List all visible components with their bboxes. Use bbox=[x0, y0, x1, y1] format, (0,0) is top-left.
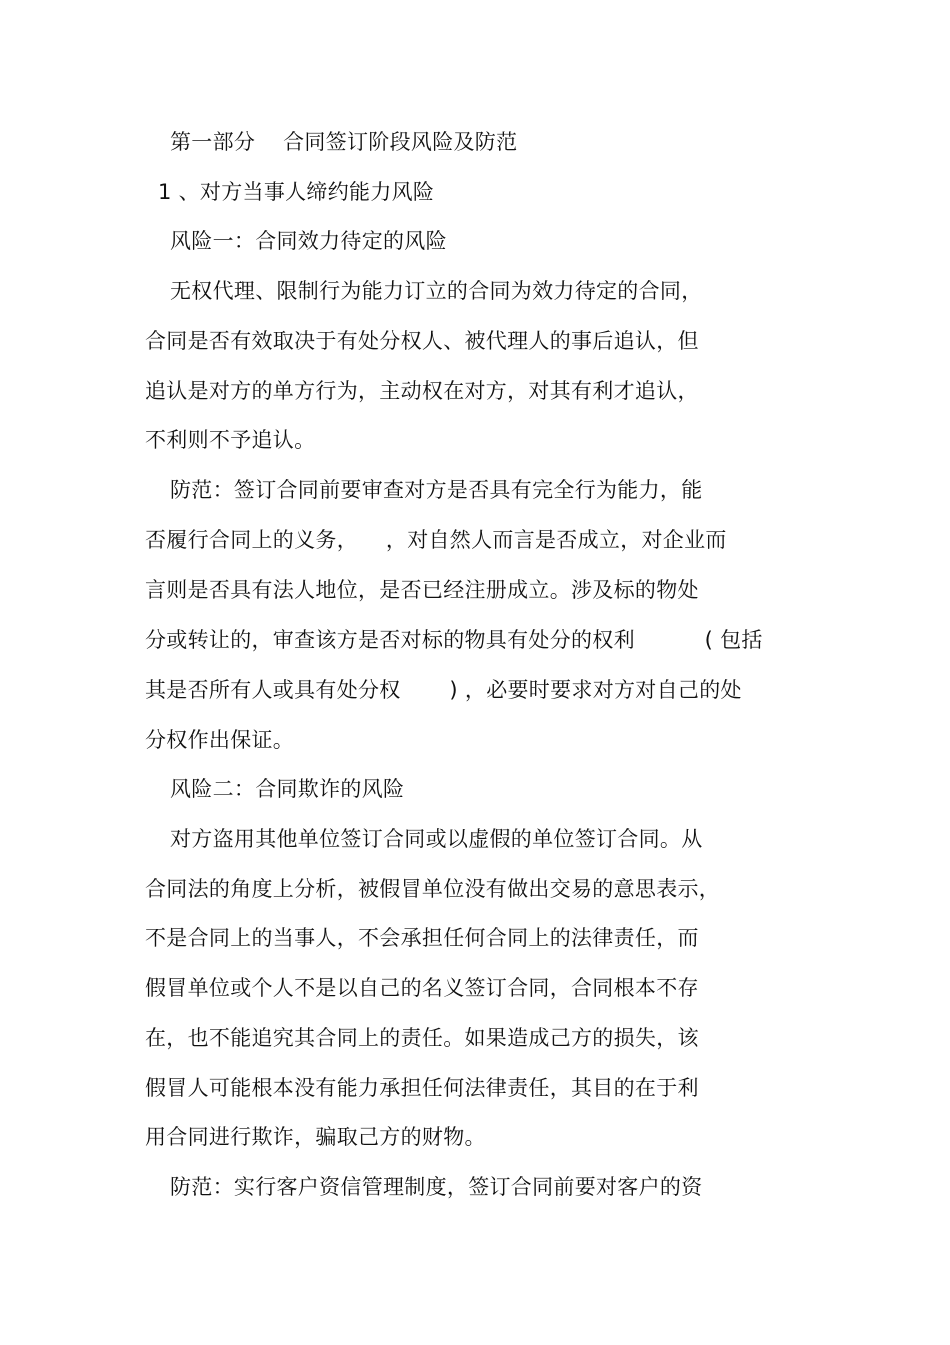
risk-heading-1: 风险一：合同效力待定的风险 bbox=[170, 229, 447, 253]
paragraph-line: 追认是对方的单方行为，主动权在对方，对其有利才追认， bbox=[145, 379, 699, 403]
paragraph-line: 合同是否有效取决于有处分权人、被代理人的事后追认，但 bbox=[145, 329, 699, 353]
paragraph-line: 不是合同上的当事人，不会承担任何合同上的法律责任，而 bbox=[145, 926, 699, 950]
section-heading: 第一部分 合同签订阶段风险及防范 bbox=[170, 130, 518, 154]
paragraph-line: 在，也不能追究其合同上的责任。如果造成己方的损失，该 bbox=[145, 1026, 699, 1050]
paragraph-line: 言则是否具有法人地位，是否已经注册成立。涉及标的物处 bbox=[145, 578, 699, 602]
paragraph-line: 防范：实行客户资信管理制度，签订合同前要对客户的资 bbox=[170, 1175, 703, 1199]
paragraph-line: 否履行合同上的义务， ，对自然人而言是否成立，对企业而 bbox=[145, 528, 727, 552]
paragraph-line: 用合同进行欺诈，骗取己方的财物。 bbox=[145, 1125, 486, 1149]
paragraph-line: 假冒单位或个人不是以自己的名义签订合同，合同根本不存 bbox=[145, 976, 699, 1000]
paragraph-line: 防范：签订合同前要审查对方是否具有完全行为能力，能 bbox=[170, 478, 703, 502]
paragraph-line: 分权作出保证。 bbox=[145, 728, 295, 752]
paragraph-line: 假冒人可能根本没有能力承担任何法律责任，其目的在于利 bbox=[145, 1076, 699, 1100]
paragraph-line: 不利则不予追认。 bbox=[145, 428, 316, 452]
paragraph-line: 对方盗用其他单位签订合同或以虚假的单位签订合同。从 bbox=[170, 827, 703, 851]
paragraph-line: 合同法的角度上分析，被假冒单位没有做出交易的意思表示， bbox=[145, 877, 721, 901]
paragraph-line: 无权代理、限制行为能力订立的合同为效力待定的合同， bbox=[170, 279, 703, 303]
subsection-heading: 1 、对方当事人缔约能力风险 bbox=[158, 180, 435, 204]
paragraph-line: 其是否所有人或具有处分权 ) ，必要时要求对方对自己的处 bbox=[145, 678, 742, 702]
paragraph-line: 分或转让的，审查该方是否对标的物具有处分的权利 ( 包括 bbox=[145, 628, 763, 652]
risk-heading-2: 风险二：合同欺诈的风险 bbox=[170, 777, 405, 801]
